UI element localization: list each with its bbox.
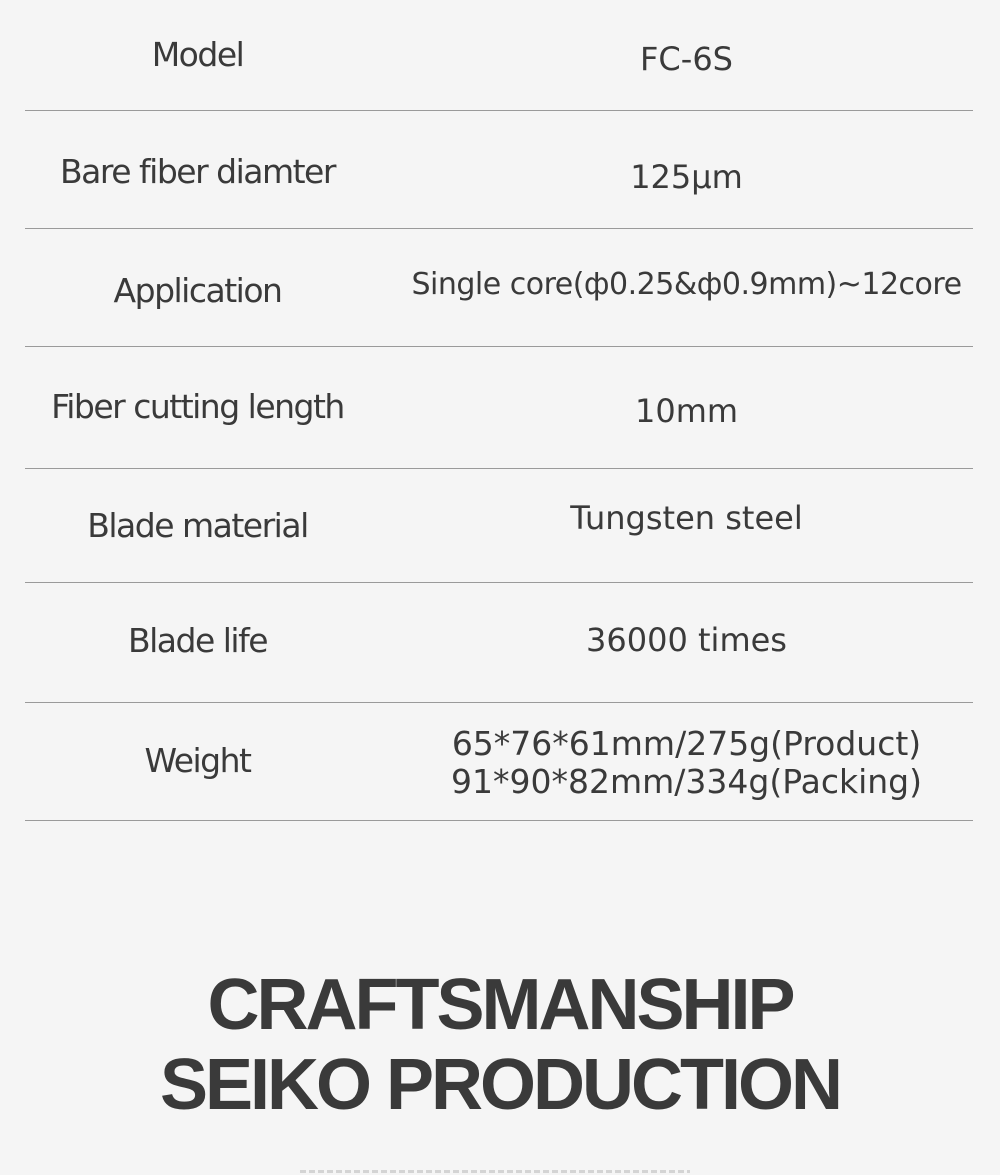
spec-value: FC-6S [640, 40, 733, 78]
headline-line-1: CRAFTSMANSHIP [207, 965, 793, 1045]
spec-row-bare-fiber-diameter [25, 111, 973, 229]
spec-row-blade-material [25, 469, 973, 583]
spec-row-blade-life [25, 583, 973, 703]
weight-product-line: 65*76*61mm/275g(Product) [451, 724, 922, 763]
spec-label: Blade life [127, 621, 268, 660]
spec-value: Tungsten steel [570, 499, 803, 537]
spec-label: Bare fiber diamter [60, 152, 335, 191]
spec-value: 10mm [634, 392, 739, 430]
footer-divider [300, 1170, 690, 1173]
spec-value: 125μm [630, 158, 743, 196]
spec-label: Blade material [87, 506, 308, 545]
spec-label: Application [113, 271, 282, 310]
spec-row-fiber-cutting-length [25, 347, 973, 469]
spec-label: Model [151, 35, 244, 74]
spec-table [25, 0, 973, 821]
spec-value: Single core(ф0.25&ф0.9mm)~12core [411, 267, 962, 302]
spec-value: 36000 times [586, 621, 787, 659]
spec-row-model [25, 0, 973, 111]
headline-line-2: SEIKO PRODUCTION [159, 1045, 841, 1125]
weight-packing-line: 91*90*82mm/334g(Packing) [451, 762, 922, 801]
spec-row-application [25, 229, 973, 347]
spec-label: Weight [144, 741, 251, 780]
spec-label: Fiber cutting length [51, 387, 344, 426]
spec-row-weight [25, 703, 973, 821]
spec-value [400, 725, 973, 801]
